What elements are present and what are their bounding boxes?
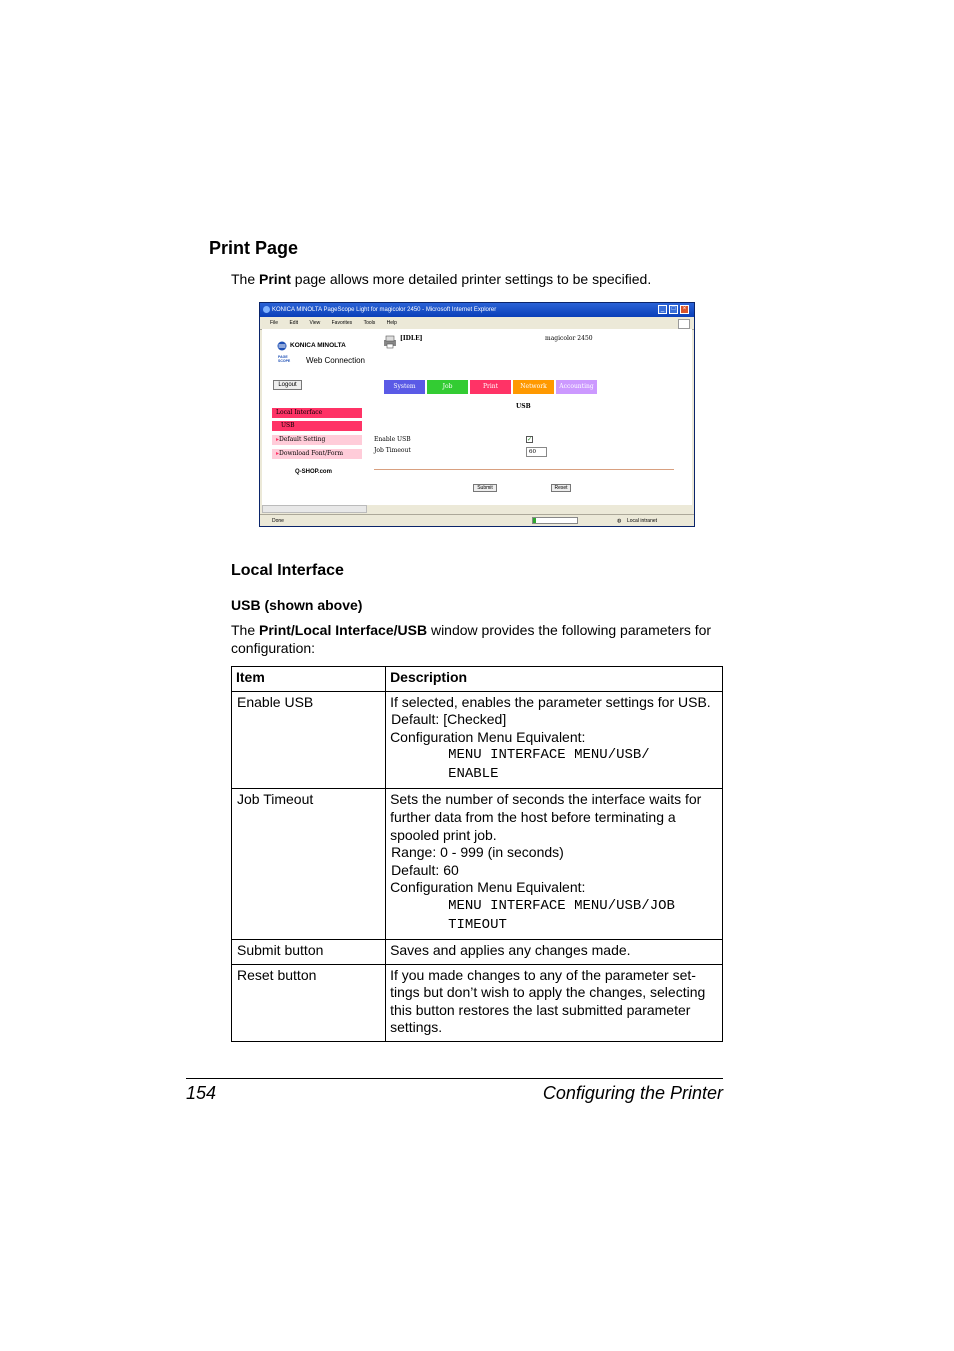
status-bar: [260, 514, 694, 527]
desc-config: Configuration Menu Equivalent:: [390, 879, 586, 896]
row-item: Enable USB: [232, 691, 386, 789]
divider: [374, 469, 674, 470]
tab-network[interactable]: Network: [513, 380, 554, 394]
sidebar-label: Download Font/Form: [279, 450, 344, 457]
row-description: [386, 789, 723, 940]
chapter-title: Configuring the Printer: [542, 1083, 723, 1103]
row-item: Submit button: [232, 939, 386, 964]
intro-pre: The: [231, 271, 260, 287]
para-post: window provides the following parameters for configuration:: [231, 622, 712, 656]
sidebar-item-download-font-form[interactable]: [272, 449, 362, 459]
table-row: [232, 964, 723, 1041]
row-description: If you made changes to any of the parameter set-tings but don’t wish to apply the changes, selecting this button restores the last submitted parameter settings.: [386, 964, 723, 1041]
brand-name: KONICA MINOLTA: [290, 342, 346, 349]
enable-usb-checkbox[interactable]: ✓: [527, 436, 533, 443]
menu-favorites[interactable]: Favorites: [331, 320, 353, 326]
horizontal-scrollbar[interactable]: [262, 505, 367, 513]
pagescope-logo: PAGE SCOPE: [278, 355, 291, 363]
reset-button[interactable]: Reset: [551, 484, 571, 492]
browser-content: [262, 329, 692, 505]
minimize-icon[interactable]: _: [658, 305, 667, 314]
intro-paragraph: [231, 271, 651, 287]
tab-job[interactable]: Job: [427, 380, 468, 394]
arrow-right-icon: ▸: [276, 450, 280, 457]
windows-flag-icon: [678, 319, 690, 329]
menu-view[interactable]: View: [309, 320, 321, 326]
header-description: Description: [386, 667, 723, 692]
job-timeout-input[interactable]: 60: [526, 447, 547, 457]
maximize-icon[interactable]: □: [669, 305, 678, 314]
logout-button[interactable]: Logout: [273, 380, 302, 390]
desc-range: Range: 0 - 999 (in seconds): [391, 844, 564, 861]
header-item: Item: [232, 667, 386, 692]
table-row: [232, 691, 723, 789]
enable-usb-label: Enable USB: [374, 436, 411, 443]
web-connection-label: Web Connection: [306, 356, 365, 365]
ie-icon: [263, 306, 270, 313]
progress-fill: [533, 518, 536, 523]
arrow-right-icon: ▸: [276, 436, 280, 443]
intro-post: page allows more detailed printer settings to be specified.: [290, 271, 652, 287]
page-number: 154: [186, 1083, 217, 1103]
printer-status: [IDLE]: [400, 335, 423, 342]
menu-edit[interactable]: Edit: [289, 320, 299, 326]
tab-system[interactable]: System: [384, 380, 425, 394]
desc-line: If selected, enables the parameter settings for USB.: [390, 693, 711, 710]
para-pre: The: [231, 622, 260, 638]
konica-logo-icon: [277, 341, 287, 351]
section-heading-local-interface: Local Interface: [231, 562, 344, 579]
desc-config: Configuration Menu Equivalent:: [390, 728, 586, 745]
row-item: Job Timeout: [232, 789, 386, 940]
tab-accounting[interactable]: Accounting: [556, 380, 597, 394]
desc-default: Default: 60: [391, 861, 459, 878]
section-title: USB: [516, 403, 531, 410]
qshop-logo[interactable]: Q-SHOP.com: [295, 469, 332, 475]
table-row: [232, 939, 723, 964]
progress-bar: [532, 517, 578, 524]
table-header-row: [232, 667, 723, 692]
printer-model: magicolor 2450: [545, 335, 593, 342]
subsection-heading-usb: USB (shown above): [231, 597, 363, 613]
table-row: [232, 789, 723, 940]
desc-line: Sets the number of seconds the interface waits for further data from the host before terminating a spooled print job.: [390, 791, 702, 843]
menu-path: MENU INTERFACE MENU/USB/JOB: [448, 897, 675, 914]
row-item: Reset button: [232, 964, 386, 1041]
status-done: Done: [272, 518, 284, 524]
sidebar-label: Default Setting: [279, 436, 326, 443]
close-icon[interactable]: ×: [680, 305, 689, 314]
window-titlebar: [260, 303, 694, 317]
printer-status-icon: [383, 335, 397, 349]
para-bold: Print/Local Interface/USB: [259, 622, 428, 638]
menu-help[interactable]: Help: [386, 320, 397, 326]
parameter-table: [231, 666, 723, 1042]
intro-bold: Print: [259, 271, 291, 287]
row-description: [386, 691, 723, 789]
sidebar-item-default-setting[interactable]: [272, 435, 362, 445]
browser-screenshot: [259, 302, 695, 527]
submit-button[interactable]: Submit: [473, 484, 497, 492]
window-title: KONICA MINOLTA PageScope Light for magicolor 2450 - Microsoft Internet Explorer: [272, 307, 497, 313]
zone-label: Local intranet: [627, 518, 658, 524]
tab-print[interactable]: Print: [470, 380, 511, 394]
menu-path: TIMEOUT: [448, 916, 507, 933]
menu-file[interactable]: File: [270, 320, 279, 326]
sidebar-item-usb[interactable]: USB: [272, 421, 362, 431]
footer-rule: [186, 1078, 723, 1079]
row-description: Saves and applies any changes made.: [386, 939, 723, 964]
intranet-icon: ◍: [617, 518, 622, 524]
desc-default: Default: [Checked]: [391, 711, 507, 728]
menu-path: MENU INTERFACE MENU/USB/: [448, 747, 650, 764]
menu-path: ENABLE: [448, 766, 499, 783]
job-timeout-label: Job Timeout: [374, 447, 411, 454]
menu-tools[interactable]: Tools: [363, 320, 376, 326]
page-heading: Print Page: [209, 238, 299, 258]
usb-paragraph: [231, 621, 726, 657]
sidebar-item-local-interface[interactable]: Local Interface: [272, 408, 362, 418]
